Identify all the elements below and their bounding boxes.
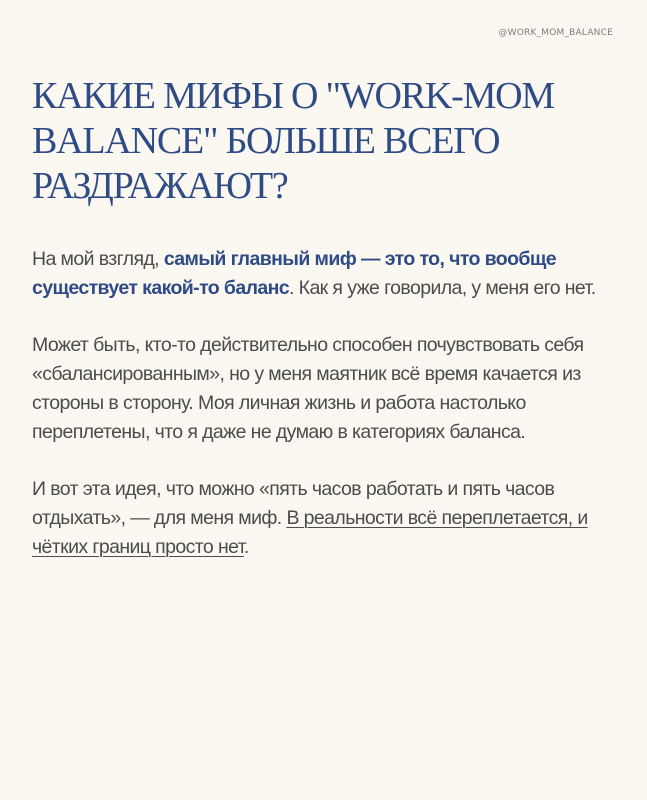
account-handle: @WORK_MOM_BALANCE <box>498 28 613 38</box>
paragraph-1-tail: . Как я уже говорила, у меня его нет. <box>289 277 596 299</box>
paragraph-3-lead: И вот эта идея, что можно «пять часов работать и пять часов отдыхать», — для меня миф. <box>32 478 555 529</box>
article-body <box>32 245 622 590</box>
paragraph-1-highlight: самый главный миф — это то, что вообще существует какой-то баланс <box>32 248 556 299</box>
paragraph-1 <box>32 245 622 303</box>
paragraph-1-lead: На мой взгляд, <box>32 248 164 270</box>
paragraph-3-underlined: В реальности всё переплетается, и чётких границ просто нет <box>32 507 588 558</box>
page-title: КАКИЕ МИФЫ О "WORK-MOM BALANCE" БОЛЬШЕ ВСЕГО РАЗДРАЖАЮТ? <box>32 75 555 207</box>
paragraph-3-tail: . <box>243 536 249 558</box>
paragraph-3 <box>32 475 622 562</box>
paragraph-2: Может быть, кто-то действительно способен почувствовать себя «сбалансированным», но у меня маятник всё время качается из стороны в сторону. Моя личная жизнь и работа настолько переплетены, что я даже не думаю в категориях баланса. <box>32 334 584 443</box>
